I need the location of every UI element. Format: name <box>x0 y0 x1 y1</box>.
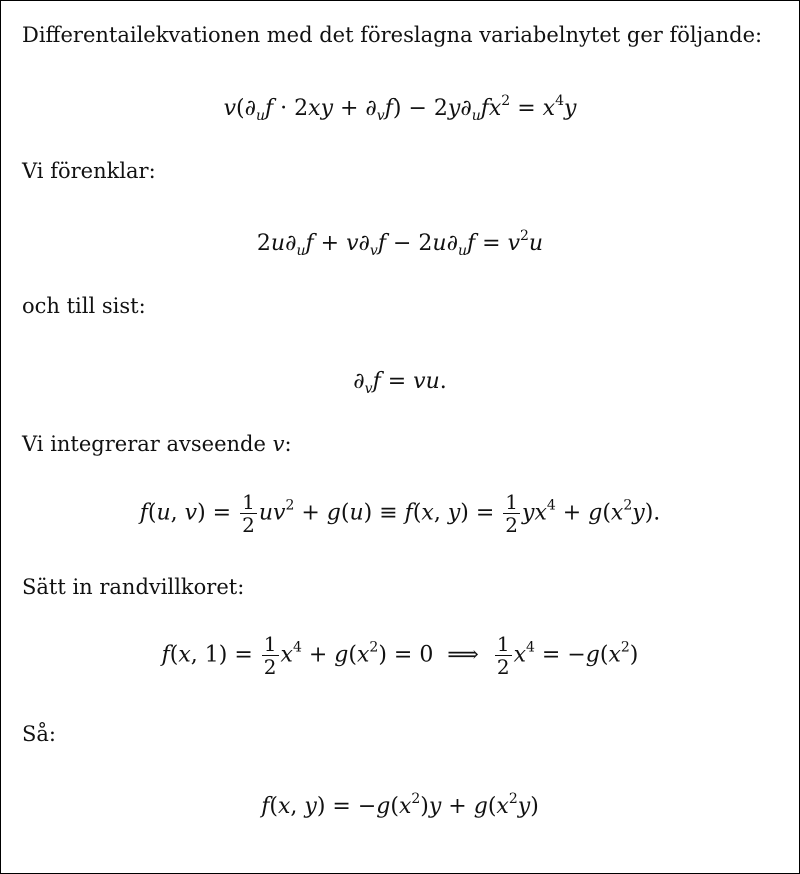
fraction-half: $\frac{1}{2}$ <box>505 490 519 537</box>
equation-3: $\partial_vf$ = vu. <box>353 369 447 397</box>
paragraph-so: Så: <box>22 722 56 746</box>
equation-4: f(u, v) = $\frac{1}{2}$ $uv^2 + g(u) \equiv f(x$, y) = $\frac{1}{2}$ $yx^4 + g(x^2y)$. <box>139 490 661 537</box>
paragraph-intro: Differentailekvationen med det föreslagna variabelnytet ger följande: <box>22 23 763 47</box>
equation-6: f(x, $y) = -g(x^2)y + g(x^2y)$ <box>261 791 539 819</box>
paragraph-integrate-text: Vi integrerar avseende <box>22 432 273 456</box>
paragraph-integrate-colon: : <box>284 432 292 456</box>
paragraph-finally: och till sist: <box>22 294 146 318</box>
paragraph-boundary: Sätt in randvillkoret: <box>22 575 245 599</box>
fraction-half: $\frac{1}{2}$ <box>496 632 510 679</box>
equation-2: $2u\partial_uf + v\partial_vf - 2u\partial_uf = v^2u$ <box>256 228 544 259</box>
variable-v: v <box>272 432 285 456</box>
fraction-half: $\frac{1}{2}$ <box>263 632 277 679</box>
equation-5: f(x, 1) = $\frac{1}{2}$ $x^4 + g(x^2) = 0$ ⟹ $\frac{1}{2}$ $x^4 = -g(x^2)$ <box>161 632 639 679</box>
paragraph-simplify: Vi förenklar: <box>22 159 156 183</box>
fraction-half: $\frac{1}{2}$ <box>242 490 255 537</box>
paragraph-integrate <box>22 432 292 456</box>
equation-1: $v(\partial_uf \cdot 2xy + \partial_vf) - 2y\partial_ufx^2 = x^4y$ <box>223 93 577 124</box>
